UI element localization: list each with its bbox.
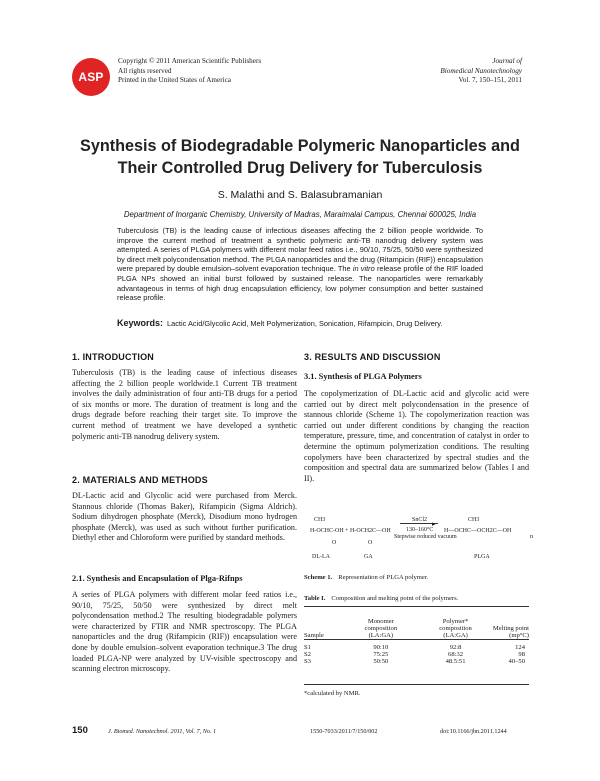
- section-heading-methods: 2. MATERIALS AND METHODS: [72, 475, 208, 485]
- synthesis-text: A series of PLGA polymers with different molar feed ratios i.e., 90/10, 75/25, 50/50 were synthesized by direct melt polycondensation method.2 The resulting biodegradable polymers were characterized by FTIR and NMR spectroscopy. The PLGA nanoparticles and the drug (Rifampicin (RIF)) encapsulation were done by double emulsion–solvent evaporation technique.3 The drug loaded PLGA-NP were analyzed by UV-visible spectroscopy and scanning electron microscopy.: [72, 590, 297, 674]
- issn: 1550-7033/2011/7/150/002: [310, 728, 378, 735]
- table-cell: 98: [518, 651, 525, 658]
- scheme-catalyst: SnCl2: [412, 517, 428, 523]
- keywords-text: Lactic Acid/Glycolic Acid, Melt Polymerization, Sonication, Rifampicin, Drug Delivery.: [167, 319, 443, 328]
- reaction-scheme: [308, 514, 538, 574]
- copyright-line: Copyright © 2011 American Scientific Publishers: [118, 57, 262, 65]
- scheme-caption: [304, 574, 428, 581]
- scheme-reactants: H-OCHC-OH + H-OCH2C—OH: [310, 528, 391, 534]
- scheme-oxygen: O: [368, 540, 373, 546]
- keywords-label: Keywords:: [117, 318, 164, 328]
- table-note: *calculated by NMR.: [304, 690, 361, 697]
- journal-volume: Vol. 7, 150–151, 2011: [458, 76, 522, 84]
- methods-text: DL-Lactic acid and Glycolic acid were purchased from Merck. Stannous chloride (Thomas Baker), Rifampicin (Sigma Aldrich). Sodium dihydrogen phosphate (Merck), Disodium mono hydrogen phosphate (Merck), was used as such without further purification. Diethyl ether and Chloroform were purified by standard methods.: [72, 491, 297, 543]
- table-header-cell: Polymer* composition (LA:GA): [439, 617, 472, 639]
- table-cell: 40–50: [508, 658, 525, 665]
- table-caption-text: Composition and melting point of the polymers.: [331, 595, 459, 602]
- table-cell: 75:25: [373, 651, 389, 658]
- section-heading-results: 3. RESULTS AND DISCUSSION: [304, 352, 441, 362]
- abstract-italic: in vitro: [352, 264, 375, 274]
- section-heading-introduction: 1. INTRODUCTION: [72, 352, 155, 362]
- table-header-cell: Melting point (mp°C): [492, 624, 529, 639]
- table-rule-bottom: [304, 684, 529, 685]
- copyright-line: Printed in the United States of America: [118, 76, 231, 84]
- results-text: The copolymerization of DL-Lactic acid and glycolic acid were carried out by direct melt polycondensation in the presence of stannous chloride (Scheme 1). The copolymerization reaction was carried out under different conditions by changing the reaction temperature, pressure, time, and concentration of catalyst in order to determine the optimum polymerization conditions. The resulting copolymers have been characterized by spectral studies and the composition and spectral data are summarized below (Tables I and II).: [304, 389, 529, 483]
- table-header-cell: Monomer composition (LA:GA): [364, 617, 398, 639]
- journal-name-line: Journal of: [492, 57, 522, 65]
- table-cell: 68:32: [448, 651, 464, 658]
- scheme-subscript: n: [530, 534, 533, 540]
- title-line: Their Controlled Drug Delivery for Tuberculosis: [117, 159, 483, 177]
- table-header-row: [304, 609, 529, 639]
- scheme-caption-text: Representation of PLGA polymer.: [338, 574, 429, 581]
- scheme-conditions: 130–160°C: [406, 527, 434, 533]
- table-cell: 50:50: [373, 658, 389, 665]
- table-caption: [304, 595, 458, 602]
- table-caption-label: Table I.: [304, 595, 326, 602]
- logo-text: ASP: [78, 70, 104, 84]
- page-number: 150: [72, 725, 88, 736]
- affiliation: Department of Inorganic Chemistry, University of Madras, Maraimalai Campus, Chennai 600025, India: [123, 210, 477, 219]
- table-cell: 90:10: [373, 644, 389, 651]
- authors: S. Malathi and S. Balasubramanian: [217, 189, 383, 201]
- paper-title: [40, 135, 560, 179]
- table-cell: S2: [304, 651, 311, 658]
- introduction-text: Tuberculosis (TB) is the leading cause of infectious diseases affecting the 2 billion people worldwide.1 Current TB treatment involves the daily administration of four anti-TB drugs for a period of six months or more. The duration of treatment is long and the drugs degrade before reaching their target site. To improve the current method of treatment we have developed a synthetic polymeric anti-TB nanodrug delivery system.: [72, 368, 297, 441]
- table-header-cell: Sample: [304, 631, 324, 639]
- copyright-line: All rights reserved: [118, 66, 172, 75]
- table-row: [304, 658, 529, 665]
- copyright-block: [118, 57, 261, 86]
- scheme-ch3: CH3: [314, 517, 326, 523]
- table-row: [304, 651, 529, 658]
- table-cell: 48.5:51: [445, 658, 466, 665]
- scheme-arrow-head: ▸: [432, 520, 436, 528]
- scheme-product: H—OCHC—OCH2C—OH: [444, 528, 512, 534]
- scheme-conditions: Stepwise reduced vacuum: [394, 534, 457, 540]
- abstract: [117, 226, 483, 303]
- journal-reference: J. Biomed. Nanotechnol. 2011, Vol. 7, No. 1: [108, 728, 217, 735]
- table-cell: S3: [304, 658, 311, 665]
- table-cell: 124: [515, 644, 525, 651]
- journal-info: [440, 57, 522, 86]
- abstract-text: Tuberculosis (TB) is the leading cause of infectious diseases affecting the 2 billion people worldwide. To improve the current method of treatment a synthetic polymeric anti-TB nanodrug delivery system was attempted. A series of PLGA polymers with different molar feed ratios i.e., 90/10, 75/25, 50/50 were synthesized by direct melt polycondensation method. The PLGA nanoparticles and the drug (Ritampicin (RIF)) encapsulation were prepared by double emulsion–solvent evaporation technique. The: [117, 226, 483, 274]
- table-rule-top: [304, 606, 529, 607]
- scheme-label: GA: [364, 554, 373, 560]
- keywords: [117, 318, 483, 328]
- subsection-heading-plga: 3.1. Synthesis of PLGA Polymers: [304, 372, 422, 381]
- table-cell: 92:8: [449, 644, 462, 651]
- table-cell: S1: [304, 644, 311, 651]
- scheme-ch3: CH3: [468, 517, 480, 523]
- abstract-text: release profile of the RIF loaded PLGA NPs showed an initial burst followed by sustained release. The nanoparticles were remarkably advantageous in terms of high drug encapsulation efficiency, low polymer consumption and better sustained release profile.: [117, 264, 483, 303]
- title-line: Synthesis of Biodegradable Polymeric Nanoparticles and: [80, 137, 520, 155]
- scheme-oxygen: O: [332, 540, 337, 546]
- scheme-label: DL-LA: [312, 554, 330, 560]
- publisher-logo: [72, 58, 110, 96]
- table-row: [304, 644, 529, 651]
- doi: doi:10.1166/jbn.2011.1244: [440, 728, 507, 735]
- composition-table: [304, 609, 529, 665]
- scheme-label: PLGA: [474, 554, 490, 560]
- journal-name-line: Biomedical Nanotechnology: [440, 66, 522, 75]
- scheme-caption-label: Scheme 1.: [304, 574, 333, 581]
- subsection-heading-synthesis: 2.1. Synthesis and Encapsulation of Plga-Rifnps: [72, 574, 243, 583]
